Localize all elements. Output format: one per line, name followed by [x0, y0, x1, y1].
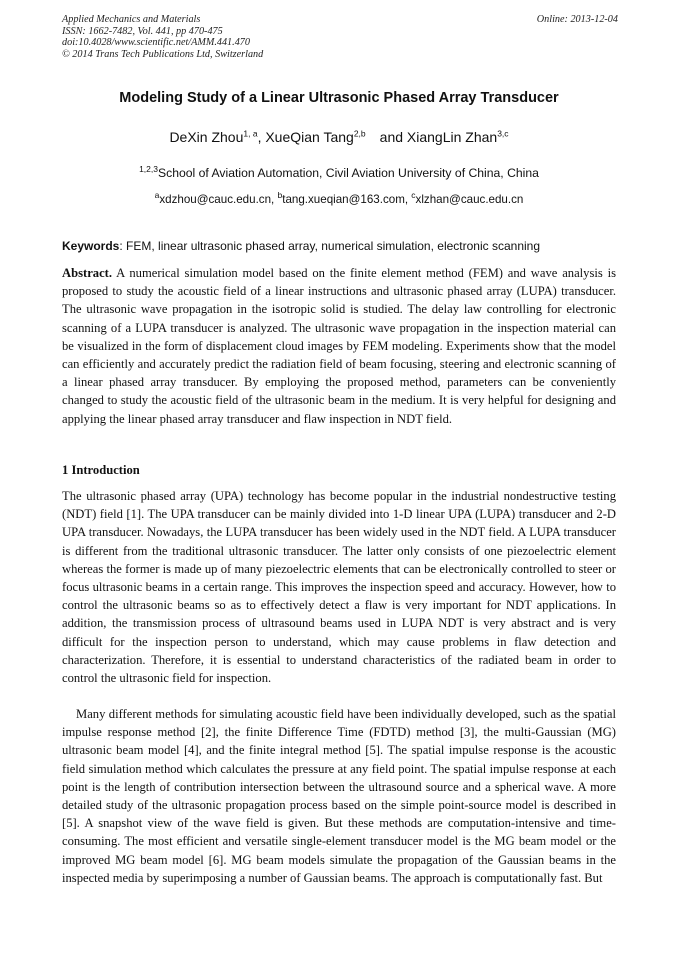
section-heading: 1 Introduction: [62, 463, 140, 477]
abstract-label: Abstract.: [62, 266, 113, 280]
abstract-text: A numerical simulation model based on the finite element method (FEM) and wave analysis is proposed to study the acoustic field of a linear instructions and ultrasonic phased array (LUPA) transducer. The ultrasonic wave propagation in the isotropic solid is studied. The delay law controlling for electronic scanning of a LUPA transducer is analyzed. The ultrasonic wave propagation in the inspection material can be visualized in the form of displacement cloud images by FEM modeling. Experiments show that the model can efficiently and accurately predict the radiation field of beam focusing, steering and electronic scanning of a linear phased array transducer. By employing the proposed method, parameters can be conveniently changed to study the acoustic field of the ultrasonic beam in the medium. It is very helpful for designing and applying the linear phased array transducer and flaw inspection in NDT field.: [62, 266, 616, 426]
author-name: XueQian Tang: [265, 129, 354, 145]
keywords-colon: :: [119, 239, 123, 253]
author-separator: ,: [257, 129, 266, 145]
journal-name: Applied Mechanics and Materials: [62, 14, 201, 25]
author-name: and XiangLin Zhan: [379, 129, 498, 145]
affiliation-sup: 1,2,3: [139, 163, 158, 174]
affiliation: [0, 163, 678, 180]
email-link[interactable]: xdzhou@cauc.edu.cn,: [159, 193, 278, 206]
doi-line: doi:10.4028/www.scientific.net/AMM.441.470: [62, 37, 250, 49]
keywords-label: Keywords: [62, 239, 120, 253]
copyright-line: © 2014 Trans Tech Publications Ltd, Switzerland: [62, 48, 264, 60]
paragraph-text: Many different methods for simulating acoustic field have been individually developed, such as the spatial impulse response method [2], the finite Difference Time (FDTD) method [3], the multi-Gaussian (MG) ultrasonic beam model [4], and the finite integral method [5]. The spatial impulse response is the acoustic field simulation method which calculates the pressure at any field point. The spatial impulse response at each point is the length of contribution intersection between the ultrasound source and a spherical wave. A more detailed study of the ultrasonic propagation process based on the simple point-source model is described in [5]. A snapshot view of the wave field is given. But these methods are computation-intensive and time-consuming. The most efficient and versatile single-element transducer model is the MG beam model or the improved MG beam model [6]. MG beam models simulate the propagation of the Gaussian beams in the inspected media by superimposing a number of Gaussian beams. The approach is computationally fast. But: [62, 707, 616, 885]
author-affil-sup: 1, a: [243, 128, 258, 139]
author-list: [0, 129, 678, 145]
author-affil-sup: 2,b: [353, 128, 366, 139]
intro-paragraph-2: [62, 705, 616, 887]
abstract: [62, 264, 616, 428]
author-emails: [0, 190, 678, 206]
affiliation-text: School of Aviation Automation, Civil Aviation University of China, China: [157, 166, 539, 180]
author-affil-sup: 3,c: [497, 128, 509, 139]
email-sup: b: [277, 190, 283, 201]
paragraph-text: The ultrasonic phased array (UPA) technology has become popular in the industrial nondestructive testing (NDT) field [1]. The UPA transducer can be mainly divided into 1-D linear UPA (LUPA) transducer and 2-D UPA transducer. Nowadays, the LUPA transducer has been widely used in the NDT field. A LUPA transducer is different from the traditional ultrasonic transducer. The latter only consists of one piezoelectric element whereas the former is made up of many piezoelectric elements that can be electronically controlled to steer or focus ultrasonic beams in a certain range. This improves the inspection speed and accuracy. However, how to control the ultrasonic beams so as to effectively detect a flaw is very important for NDT applications. In addition, the transmission process of ultrasound beams used in LUPA NDT is very abstract and is very difficult for the inspection person to understand, which may cause problems in flaw detection and characterization. Therefore, it is essential to understand characteristics of the radiated beam in order to control the ultrasonic field for inspection.: [62, 489, 616, 686]
email-link[interactable]: xlzhan@cauc.edu.cn: [415, 193, 524, 206]
keywords: [62, 239, 618, 253]
online-date: Online: 2013-12-04: [536, 14, 618, 25]
email-sup: a: [154, 190, 160, 201]
email-sup: c: [411, 190, 416, 201]
journal-header: [62, 14, 618, 60]
paper-title: Modeling Study of a Linear Ultrasonic Phased Array Transducer: [119, 90, 559, 106]
email-link[interactable]: tang.xueqian@163.com,: [282, 193, 412, 206]
keywords-text: FEM, linear ultrasonic phased array, numerical simulation, electronic scanning: [122, 239, 541, 253]
author-name: DeXin Zhou: [169, 129, 244, 145]
issn-line: ISSN: 1662-7482, Vol. 441, pp 470-475: [62, 25, 223, 37]
intro-paragraph-1: [62, 487, 616, 687]
